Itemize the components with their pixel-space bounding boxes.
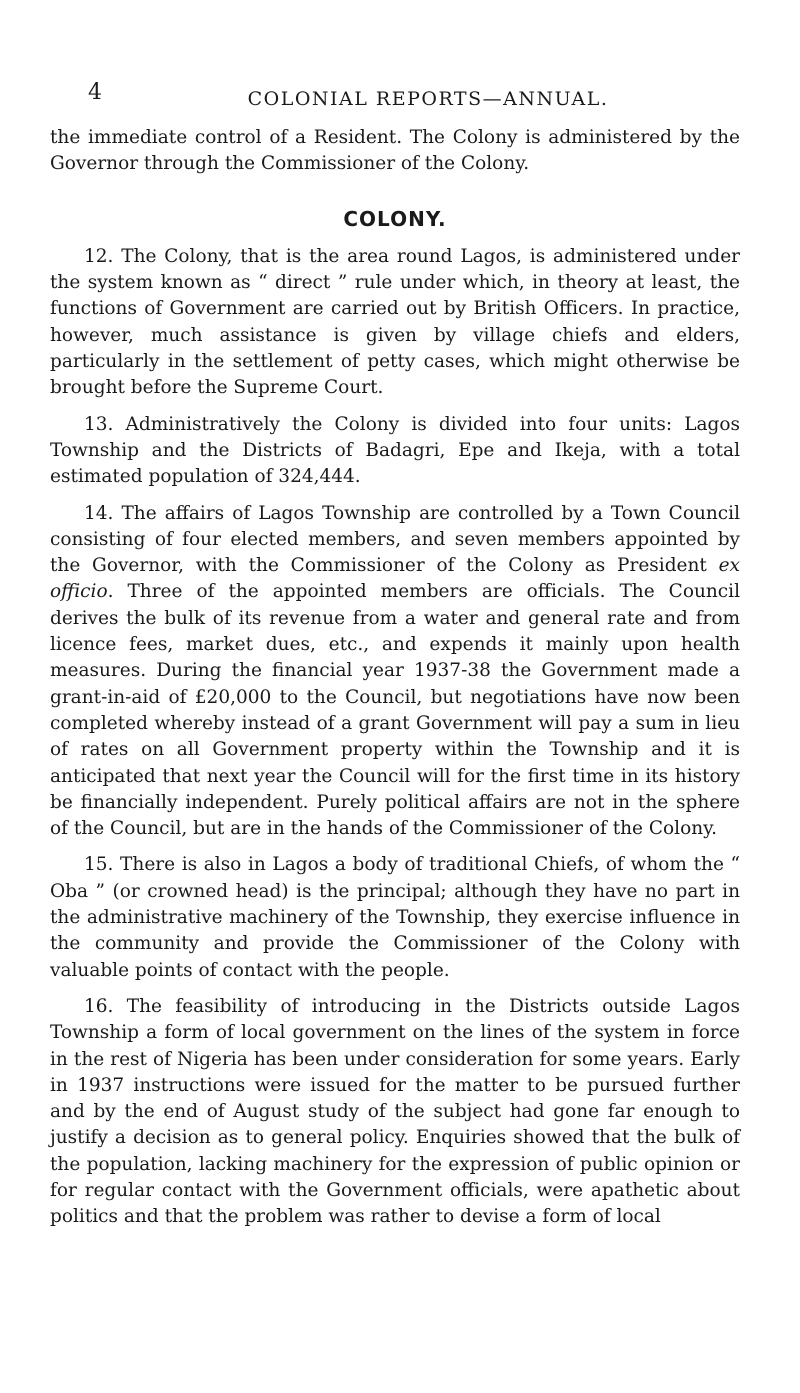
paragraph-16: 16. The feasibility of introducing in the Districts outside Lagos Township a form of local government on the lines of the system in force in the rest of Nigeria has been under consideration for some years. Early in 1937 instructions were issued for the matter to be pursued further and by the end of August study of the subject had gone far enough to justify a decision as to general policy. Enquiries showed that the bulk of the population, lacking machinery for the expression of public opinion or for regular contact with the Government officials, were apathetic about politics and that the problem was rather to devise a form of local [50,995,740,1228]
paragraph-14-text-a: 14. The affairs of Lagos Township are controlled by a Town Council consisting of four elected members, and seven members appointed by the Governor, with the Commissioner of the Colony as President [50,502,740,577]
paragraph-15: 15. There is also in Lagos a body of traditional Chiefs, of whom the “ Oba ” (or crowned head) is the principal; although they have no part in the administrative machinery of the Township, they exercise influence in the community and provide the Commissioner of the Colony with valuable points of contact with the people. [50,854,740,981]
section-title: COLONY. [343,206,447,231]
page-header [88,80,748,110]
intro-paragraph: the immediate control of a Resident. The Colony is administered by the Governor through the Commissioner of the Colony. [50,127,740,175]
paragraph-14 [50,501,740,843]
paragraph-12: 12. The Colony, that is the area round Lagos, is administered under the system known as “ direct ” rule under which, in theory at least, the functions of Government are carried out by British Officers. In practice, however, much assistance is given by village chiefs and elders, particularly in the settlement of petty cases, which might otherwise be brought before the Supreme Court. [50,245,740,399]
paragraph-14-text-b: . Three of the appointed members are officials. The Council derives the bulk of its revenue from a water and general rate and from licence fees, market dues, etc., and expends it mainly upon health measures. During the financial year 1937-38 the Government made a grant-in-aid of £20,000 to the Council, but negotiations have now been completed whereby instead of a grant Government will pay a sum in lieu of rates on all Government property within the Township and it is anticipated that next year the Council will for the first time in its history be financially independent. Purely political affairs are not in the sphere of the Council, but are in the hands of the Commissioner of the Colony. [50,581,740,840]
paragraph-14-italic: ex officio [50,555,740,603]
running-title: COLONIAL REPORTS—ANNUAL. [247,88,609,110]
paragraph-13: 13. Administratively the Colony is divided into four units: Lagos Township and the Districts of Badagri, Epe and Ikeja, with a total estimated population of 324,444. [50,413,740,488]
page-number: 4 [88,80,102,105]
body-text [50,125,740,1231]
